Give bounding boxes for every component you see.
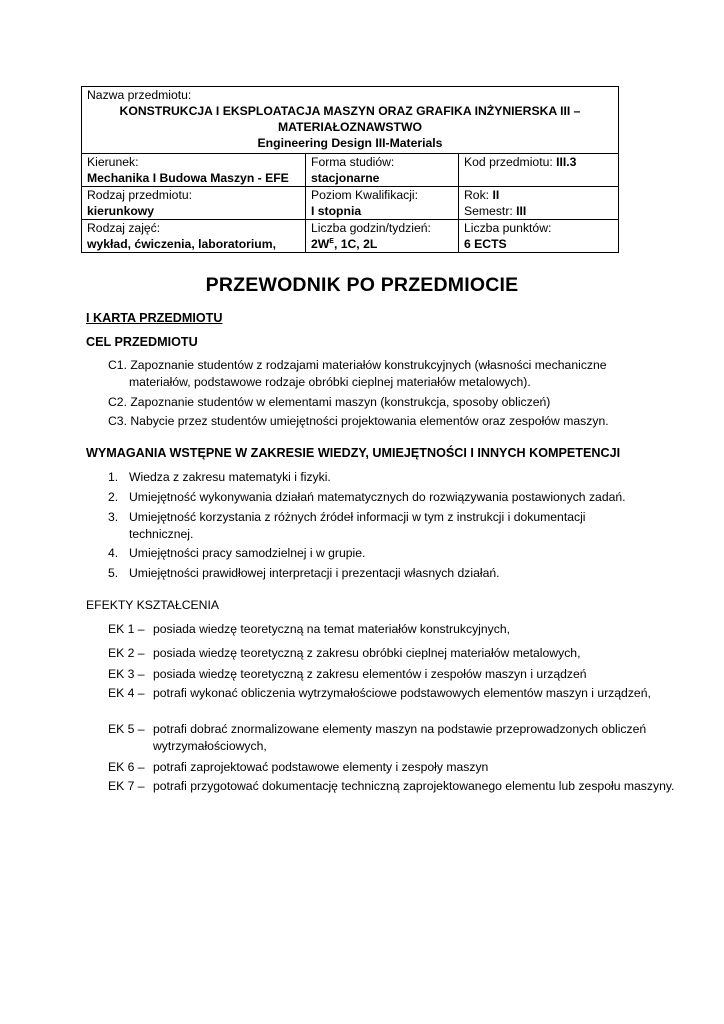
ects-cell: [459, 220, 619, 253]
year-semester-cell: [459, 187, 619, 220]
study-form-label: Forma studiów:: [311, 155, 395, 169]
goal-code: C2.: [108, 395, 127, 409]
effect-code: EK 4 –: [108, 686, 145, 700]
field-of-study-label: Kierunek:: [87, 155, 139, 169]
goal-text: Zapoznanie studentów z rodzajami materiałów konstrukcyjnych (własności mechaniczne materiałów, podstawowe rodzaje obróbki cieplnej materiałów metalowych).: [129, 358, 607, 389]
study-form-cell: [306, 154, 459, 187]
effect-text: posiada wiedzę teoretyczną z zakresu obróbki cieplnej materiałów metalowych,: [153, 646, 581, 660]
effect-item: [108, 666, 678, 683]
effect-code: EK 3 –: [108, 667, 145, 681]
effect-item: [108, 759, 678, 776]
info-row-1: [82, 154, 619, 187]
requirement-text: Wiedza z zakresu matematyki i fizyki.: [129, 470, 331, 484]
hours-value: [311, 236, 453, 252]
goal-item: [108, 394, 659, 411]
info-row-3: [82, 220, 619, 253]
effect-code: EK 6 –: [108, 760, 145, 774]
goal-code: C1.: [108, 358, 127, 372]
effect-item: [108, 645, 678, 662]
card-heading: I KARTA PRZEDMIOTU: [86, 311, 223, 325]
year-label: Rok:: [464, 188, 490, 202]
course-info-table: [81, 86, 619, 253]
goal-text: Zapoznanie studentów w elementami maszyn (konstrukcja, sposoby obliczeń): [130, 395, 551, 409]
qualification-cell: [306, 187, 459, 220]
classes-cell: [82, 220, 306, 253]
effect-text: potrafi zaprojektować podstawowe elementy i zespoły maszyn: [153, 760, 489, 774]
requirement-text: Umiejętności prawidłowej interpretacji i prezentacji własnych działań.: [129, 566, 500, 580]
hours-cell: [306, 220, 459, 253]
requirement-item: [108, 509, 649, 543]
effect-text: potrafi wykonać obliczenia wytrzymałościowe podstawowych elementów maszyn i urządzeń,: [153, 686, 651, 700]
qualification-value: I stopnia: [311, 204, 362, 218]
requirement-item: [108, 545, 649, 562]
course-code-cell: [459, 154, 619, 187]
requirement-text: Umiejętność korzystania z różnych źródeł informacji w tym z instrukcji i dokumentacji technicznej.: [129, 510, 586, 541]
course-title-pl-line2: MATERIAŁOZNAWSTWO: [278, 120, 422, 134]
course-title-pl-line1: KONSTRUKCJA I EKSPLOATACJA MASZYN ORAZ GRAFIKA INŻYNIERSKA III –: [119, 104, 581, 118]
course-code-label: Kod przedmiotu:: [464, 155, 553, 169]
effect-text: posiada wiedzę teoretyczną na temat materiałów konstrukcyjnych,: [153, 622, 510, 636]
effect-text: potrafi przygotować dokumentację techniczną zaprojektowanego elementu lub zespołu maszyny.: [153, 779, 675, 793]
course-type-label: Rodzaj przedmiotu:: [87, 188, 192, 202]
semester-label: Semestr:: [464, 204, 513, 218]
hours-lecture: 2W: [311, 237, 330, 251]
requirement-number: 2.: [108, 490, 119, 504]
course-title-row: [82, 87, 619, 154]
effect-item: [108, 721, 678, 755]
goal-item: [108, 413, 659, 430]
effect-code: EK 1 –: [108, 622, 145, 636]
hours-label: Liczba godzin/tydzień:: [311, 221, 431, 235]
effect-item: [108, 685, 678, 702]
course-name-label: Nazwa przedmiotu:: [87, 88, 192, 102]
goal-text: Nabycie przez studentów umiejętności projektowania elementów oraz zespołów maszyn.: [130, 414, 609, 428]
hours-other: , 1C, 2L: [333, 237, 378, 251]
effects-heading: EFEKTY KSZTAŁCENIA: [86, 598, 219, 612]
classes-label: Rodzaj zajęć:: [87, 221, 161, 235]
requirement-number: 3.: [108, 510, 119, 524]
requirement-item: [108, 565, 649, 582]
effect-code: EK 2 –: [108, 646, 145, 660]
course-code-value: III.3: [556, 155, 577, 169]
course-type-cell: [82, 187, 306, 220]
ects-label: Liczba punktów:: [464, 221, 552, 235]
field-of-study-cell: [82, 154, 306, 187]
effect-text: posiada wiedzę teoretyczną z zakresu elementów i zespołów maszyn i urządzeń: [153, 667, 587, 681]
study-form-value: stacjonarne: [311, 171, 380, 185]
classes-value: wykład, ćwiczenia, laboratorium,: [87, 237, 276, 251]
requirement-number: 5.: [108, 566, 119, 580]
requirement-text: Umiejętność wykonywania działań matematycznych do rozwiązywania postawionych zadań.: [129, 490, 626, 504]
goal-code: C3.: [108, 414, 127, 428]
goal-item: [108, 357, 659, 391]
course-title-en: Engineering Design III-Materials: [257, 136, 443, 150]
requirement-item: [108, 469, 649, 486]
semester-value: III: [516, 204, 527, 218]
course-type-value: kierunkowy: [87, 204, 155, 218]
effect-item: [108, 778, 678, 795]
requirement-number: 4.: [108, 546, 119, 560]
effect-code: EK 5 –: [108, 722, 145, 736]
hours-exam-mark: E: [329, 237, 334, 245]
field-of-study-value: Mechanika I Budowa Maszyn - EFE: [87, 171, 289, 185]
effect-text: potrafi dobrać znormalizowane elementy maszyn na podstawie przeprowadzonych obliczeń wytrzymałościowych,: [153, 722, 647, 753]
qualification-label: Poziom Kwalifikacji:: [311, 188, 419, 202]
requirement-item: [108, 489, 649, 506]
effect-code: EK 7 –: [108, 779, 145, 793]
year-value: II: [492, 188, 500, 202]
course-title-cell: [82, 87, 619, 154]
info-row-2: [82, 187, 619, 220]
guide-title: PRZEWODNIK PO PRZEDMIOCIE: [205, 274, 519, 296]
requirement-number: 1.: [108, 470, 119, 484]
requirement-text: Umiejętności pracy samodzielnej i w grupie.: [129, 546, 366, 560]
requirements-heading: WYMAGANIA WSTĘPNE W ZAKRESIE WIEDZY, UMIEJĘTNOŚCI I INNYCH KOMPETENCJI: [86, 446, 621, 460]
effect-item: [108, 621, 678, 638]
ects-value: 6 ECTS: [464, 237, 507, 251]
goal-heading: CEL PRZEDMIOTU: [86, 335, 198, 349]
